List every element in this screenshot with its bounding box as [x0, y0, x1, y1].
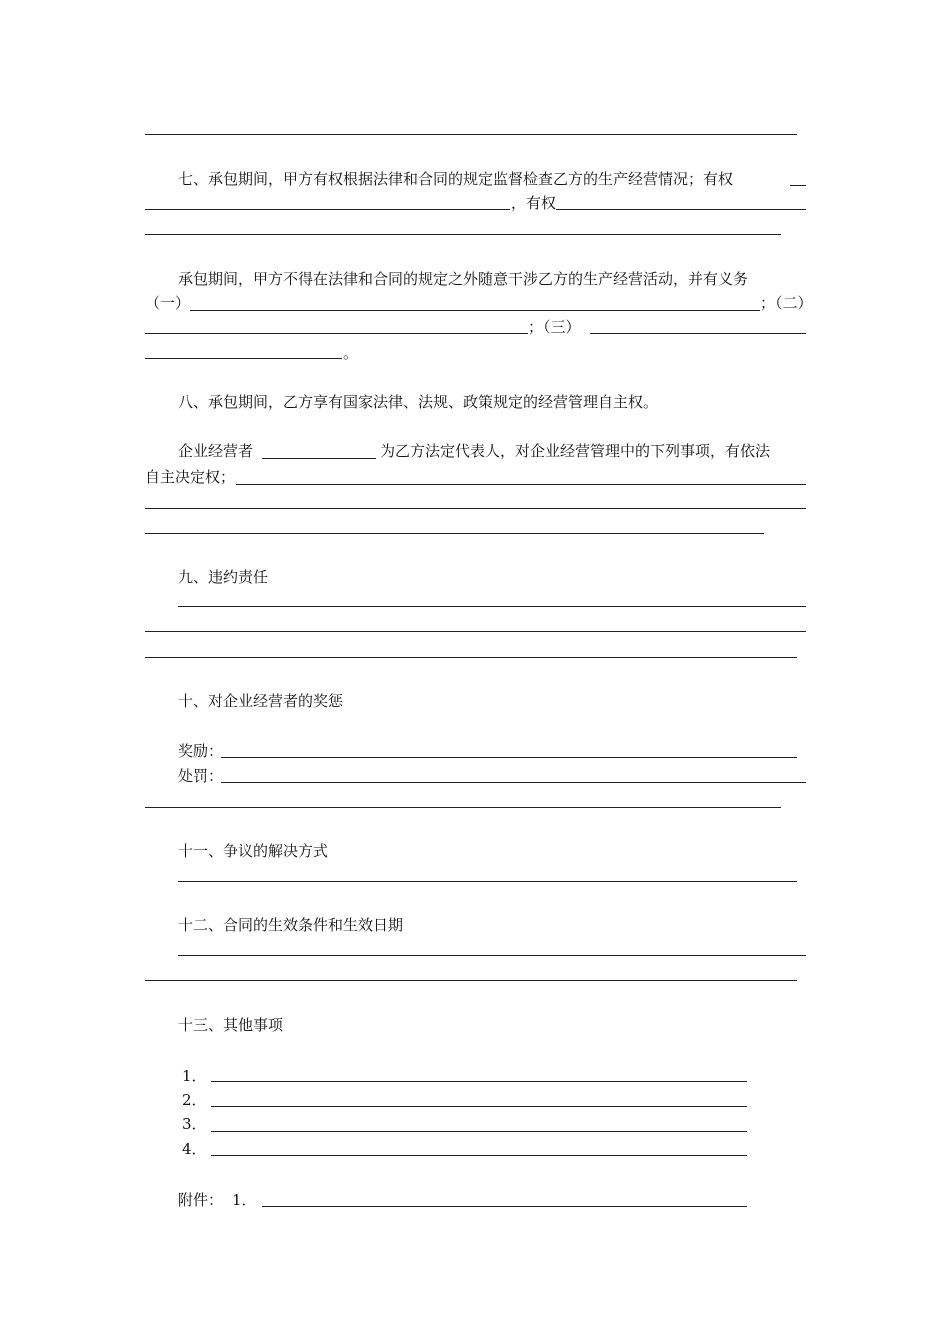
section-8-para-post: 为乙方法定代表人，对企业经营管理中的下列事项，有依法: [380, 442, 771, 460]
blank-line[interactable]: [145, 209, 510, 210]
duty-item-1-label: （一）: [145, 294, 191, 312]
blank-line[interactable]: [145, 508, 806, 509]
blank-line[interactable]: [145, 807, 781, 808]
other-item-1-label: 1．: [182, 1067, 207, 1085]
blank-line[interactable]: [145, 234, 781, 235]
penalty-blank[interactable]: [221, 782, 806, 783]
attachment-item-1-blank[interactable]: [262, 1206, 747, 1207]
section-7-text: 七、承包期间，甲方有权根据法律和合同的规定监督检查乙方的生产经营情况；有权: [178, 170, 734, 188]
other-item-2-blank[interactable]: [211, 1106, 747, 1107]
blank-line[interactable]: [556, 209, 806, 210]
blank-line[interactable]: [590, 333, 806, 334]
other-item-4-blank[interactable]: [211, 1155, 747, 1156]
blank-line[interactable]: [145, 134, 797, 135]
blank-line[interactable]: [178, 955, 806, 956]
section-12-heading: 十二、合同的生效条件和生效日期: [178, 916, 404, 934]
blank-line[interactable]: [190, 310, 760, 311]
duty-item-3-label: ；（三）: [528, 318, 581, 336]
section-10-heading: 十、对企业经营者的奖惩: [178, 692, 344, 710]
reward-label: 奖励：: [178, 742, 224, 760]
blank-line[interactable]: [145, 657, 797, 658]
section-7-right-label: ，有权: [511, 194, 557, 212]
reward-blank[interactable]: [221, 757, 797, 758]
blank-line[interactable]: [178, 881, 797, 882]
blank-line[interactable]: [145, 980, 797, 981]
penalty-label: 处罚：: [178, 767, 224, 785]
blank-line[interactable]: [178, 606, 806, 607]
duty-paragraph: 承包期间，甲方不得在法律和合同的规定之外随意干涉乙方的生产经营活动，并有义务: [178, 270, 749, 288]
blank-line[interactable]: [236, 484, 806, 485]
section-9-heading: 九、违约责任: [178, 568, 269, 586]
other-item-3-blank[interactable]: [211, 1131, 747, 1132]
blank-line[interactable]: [262, 458, 376, 459]
other-item-3-label: 3．: [182, 1115, 207, 1133]
other-item-2-label: 2．: [182, 1091, 207, 1109]
attachment-label: 附件：: [178, 1191, 224, 1209]
section-8-para-pre: 企业经营者: [178, 442, 254, 460]
blank-line[interactable]: [145, 358, 342, 359]
section-8-heading: 八、承包期间，乙方享有国家法律、法规、政策规定的经营管理自主权。: [178, 393, 659, 411]
blank-line[interactable]: [145, 533, 764, 534]
other-item-4-label: 4．: [182, 1140, 207, 1158]
attachment-item-1-label: 1．: [232, 1191, 257, 1209]
duty-end-mark: 。: [343, 344, 359, 362]
section-11-heading: 十一、争议的解决方式: [178, 842, 329, 860]
blank-line[interactable]: [145, 631, 806, 632]
blank-line[interactable]: [790, 185, 806, 186]
other-item-1-blank[interactable]: [211, 1081, 747, 1082]
blank-line[interactable]: [145, 333, 528, 334]
section-13-heading: 十三、其他事项: [178, 1016, 284, 1034]
section-8-para-line2: 自主决定权；: [145, 468, 236, 486]
duty-item-2-label: ；（二）: [760, 294, 813, 312]
